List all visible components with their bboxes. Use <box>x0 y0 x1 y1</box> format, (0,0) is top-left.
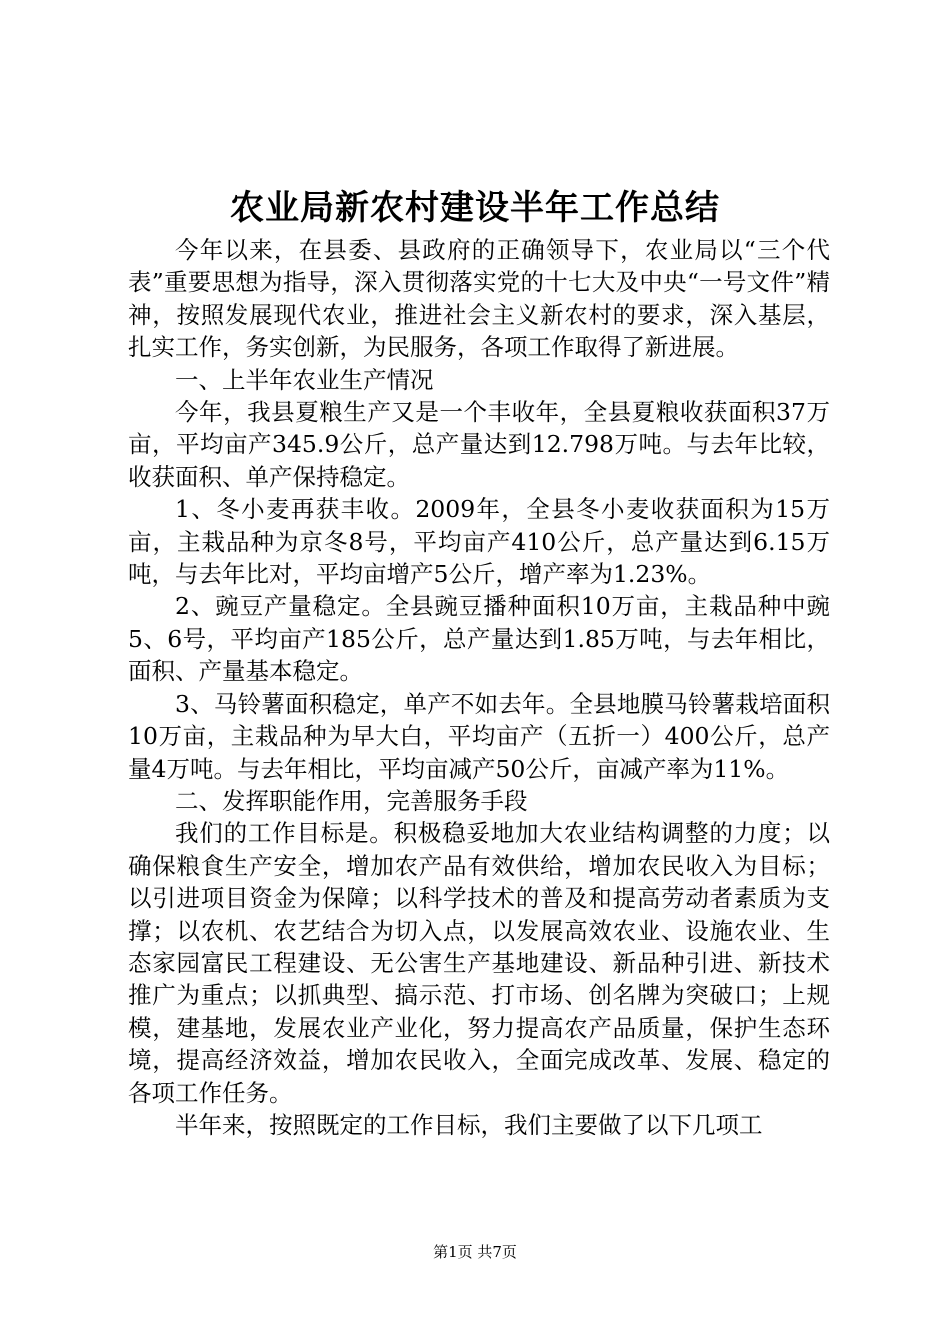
page-title: 农业局新农村建设半年工作总结 <box>230 188 720 228</box>
paragraph-potato: 3、马铃薯面积稳定，单产不如去年。全县地膜马铃薯栽培面积10万亩，主栽品种为早大白，平均亩产（五折一）400公斤，总产量4万吨。与去年相比，平均亩减产50公斤，亩减产率为11%。 <box>128 689 830 783</box>
paragraph-winter-wheat: 1、冬小麦再获丰收。2009年，全县冬小麦收获面积为15万亩，主栽品种为京冬8号，平均亩产410公斤，总产量达到6.15万吨，与去年比对，平均亩增产5公斤，增产率为1.23%。 <box>128 495 830 589</box>
paragraph-half-year: 半年来，按照既定的工作目标，我们主要做了以下几项工 <box>175 1110 763 1139</box>
paragraph-summer-grain: 今年，我县夏粮生产又是一个丰收年，全县夏粮收获面积37万亩，平均亩产345.9公斤，总产量达到12.798万吨。与去年比较，收获面积、单产保持稳定。 <box>128 398 830 491</box>
section-heading-2: 二、发挥职能作用，完善服务手段 <box>175 786 528 815</box>
paragraph-intro: 今年以来，在县委、县政府的正确领导下，农业局以“三个代表”重要思想为指导，深入贯彻落实党的十七大及中央“一号文件”精神，按照发展现代农业，推进社会主义新农村的要求，深入基层，扎实工作，务实创新，为民服务，各项工作取得了新进展。 <box>128 236 830 362</box>
section-heading-1: 一、上半年农业生产情况 <box>175 365 434 394</box>
paragraph-work-goals: 我们的工作目标是。积极稳妥地加大农业结构调整的力度；以确保粮食生产安全，增加农产品有效供给，增加农民收入为目标；以引进项目资金为保障；以科学技术的普及和提高劳动者素质为支撑；以农机、农艺结合为切入点，以发展高效农业、设施农业、生态家园富民工程建设、无公害生产基地建设、新品种引进、新技术推广为重点；以抓典型、搞示范、打市场、创名牌为突破口；上规模，建基地，发展农业产业化，努力提高农产品质量，保护生态环境，提高经济效益，增加农民收入，全面完成改革、发展、稳定的各项工作任务。 <box>128 819 830 1107</box>
paragraph-pea: 2、豌豆产量稳定。全县豌豆播种面积10万亩，主栽品种中豌5、6号，平均亩产185公斤，总产量达到1.85万吨，与去年相比，面积、产量基本稳定。 <box>128 592 830 686</box>
document-body <box>128 234 830 1141</box>
page-footer: 第1页 共7页 <box>433 1243 517 1261</box>
